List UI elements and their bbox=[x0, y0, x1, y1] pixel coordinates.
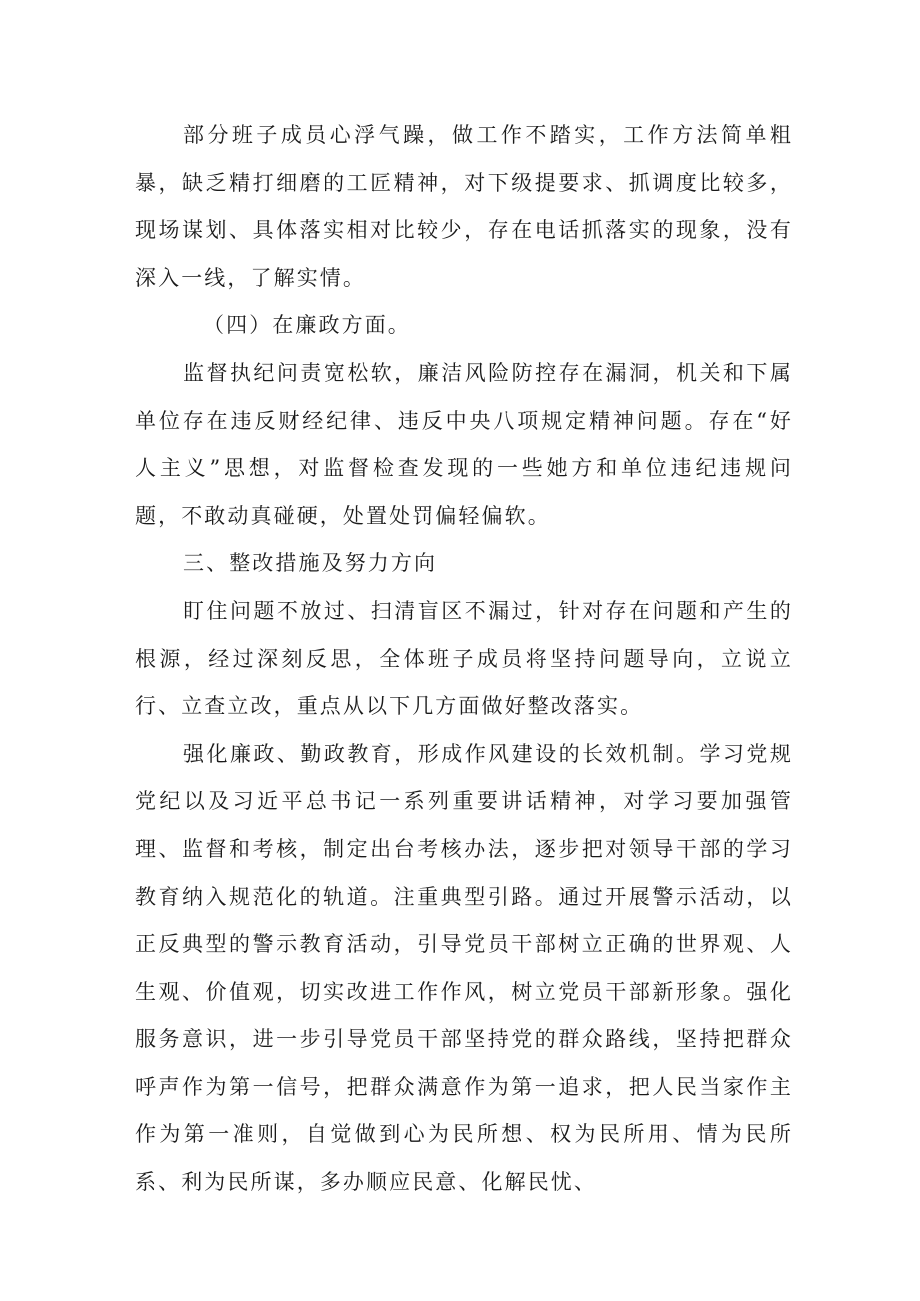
subheading-integrity: （四）在廉政方面。 bbox=[203, 313, 411, 338]
paragraph-integrity-issues: 监督执纪问责宽松软，廉洁风险防控存在漏洞，机关和下属单位存在违反财经纪律、违反中央八项规定精神问题。存在“好人主义”思想，对监督检查发现的一些她方和单位违纪违规问题，不敢动真碰硬，处置处罚偏轻偏软。 bbox=[135, 360, 793, 528]
paragraph-education-measures: 强化廉政、勤政教育，形成作风建设的长效机制。学习党规党纪以及习近平总书记一系列重要讲话精神，对学习要加强管理、监督和考核，制定出台考核办法，逐步把对领导干部的学习教育纳入规范化的轨道。注重典型引路。通过开展警示活动，以正反典型的警示教育活动，引导党员干部树立正确的世界观、人生观、价值观，切实改进工作作风，树立党员干部新形象。强化服务意识，进一步引导党员干部坚持党的群众路线，坚持把群众呼声作为第一信号，把群众满意作为第一追求，把人民当家作主作为第一准则，自觉做到心为民所想、权为民所用、情为民所系、利为民所谋，多办顺应民意、化解民忧、 bbox=[135, 741, 793, 1195]
document-body bbox=[135, 112, 793, 1207]
paragraph-style-issues: 部分班子成员心浮气躁，做工作不踏实，工作方法简单粗暴，缺乏精打细磨的工匠精神，对下级提要求、抓调度比较多，现场谋划、具体落实相对比较少，存在电话抓落实的现象，没有深入一线，了解实情。 bbox=[135, 123, 793, 290]
paragraph-rectification-intro: 盯住问题不放过、扫清盲区不漏过，针对存在问题和产生的根源，经过深刻反思，全体班子成员将坚持问题导向，立说立行、立查立改，重点从以下几方面做好整改落实。 bbox=[135, 598, 793, 719]
section-heading-rectification: 三、整改措施及努力方向 bbox=[183, 551, 438, 576]
